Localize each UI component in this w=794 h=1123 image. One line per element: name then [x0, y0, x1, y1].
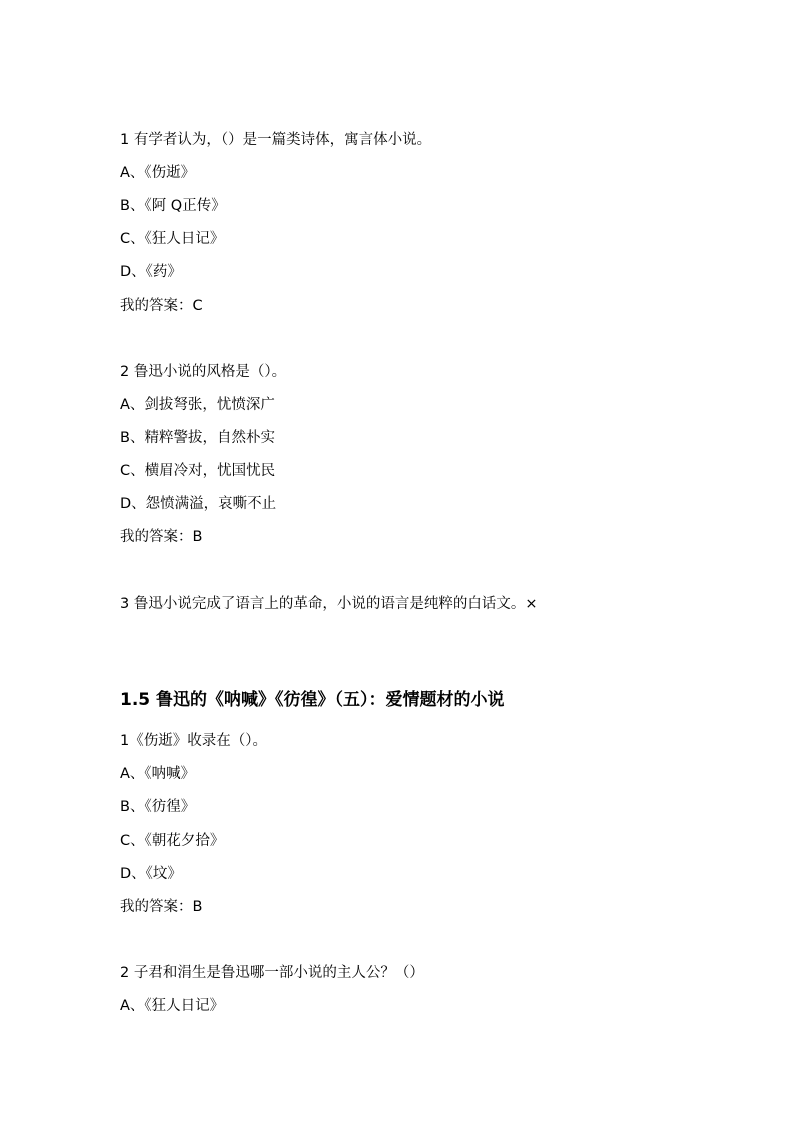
option-b: B、《阿 Q正传》 [120, 198, 226, 214]
question-stem: 1 有学者认为，（）是一篇类诗体，寓言体小说。 [120, 132, 432, 148]
option-a: A、《呐喊》 [120, 766, 196, 782]
my-answer: 我的答案：B [120, 529, 203, 545]
question-stem: 2 子君和涓生是鲁迅哪一部小说的主人公？（） [120, 965, 424, 981]
question-stem: 2 鲁迅小说的风格是（）。 [120, 364, 287, 380]
option-d: D、怨愤满溢，哀嘶不止 [120, 496, 277, 512]
option-a: A、《伤逝》 [120, 165, 196, 181]
option-a: A、剑拔弩张，忧愤深广 [120, 397, 275, 413]
option-c: C、《朝花夕拾》 [120, 833, 225, 849]
question-stem: 3 鲁迅小说完成了语言上的革命，小说的语言是纯粹的白话文。× [120, 596, 538, 612]
my-answer: 我的答案：B [120, 899, 203, 915]
option-b: B、精粹警拔，自然朴实 [120, 430, 275, 446]
option-c: C、横眉冷对，忧国忧民 [120, 463, 276, 479]
option-b: B、《彷徨》 [120, 799, 196, 815]
question-stem: 1《伤逝》收录在（）。 [120, 733, 267, 749]
section-heading: 1.5 鲁迅的《呐喊》《彷徨》（五）：爱情题材的小说 [120, 690, 505, 710]
option-a: A、《狂人日记》 [120, 998, 225, 1014]
option-c: C、《狂人日记》 [120, 231, 225, 247]
option-d: D、《药》 [120, 264, 182, 280]
option-d: D、《坟》 [120, 866, 182, 882]
my-answer: 我的答案：C [120, 298, 203, 314]
